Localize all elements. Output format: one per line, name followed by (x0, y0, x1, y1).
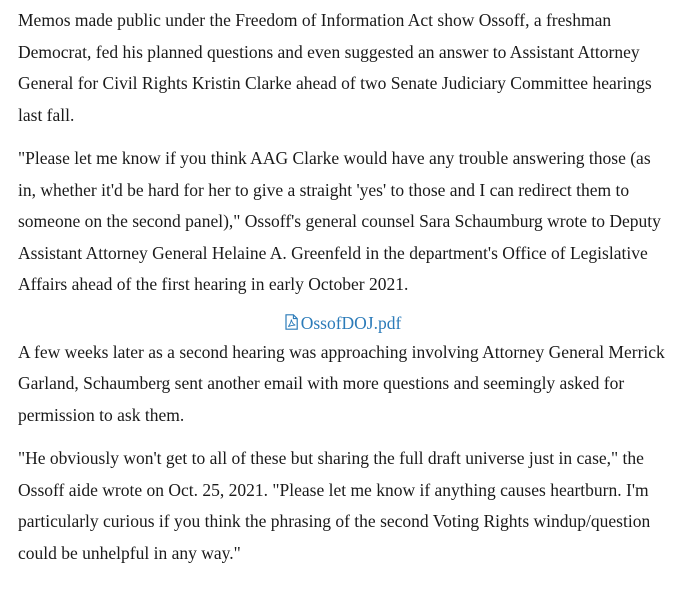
pdf-file-icon (285, 308, 301, 340)
article-paragraph: Memos made public under the Freedom of Information Act show Ossoff, a freshman Democrat, fed his planned questions and even suggested an answer to Assistant Attorney General for Civil Rights Kristin Clarke ahead of two Senate Judiciary Committee hearings last fall. (18, 10, 652, 125)
article-paragraph: "He obviously won't get to all of these but sharing the full draft universe just in case," the Ossoff aide wrote on Oct. 25, 2021. "Please let me know if anything causes heartburn. I'm particularly curious if you think the phrasing of the second Voting Rights windup/question could be unhelpful in any way." (18, 448, 651, 563)
pdf-attachment-link[interactable] (18, 307, 668, 341)
article-body (18, 5, 668, 581)
article-paragraph: A few weeks later as a second hearing was approaching involving Attorney General Merrick Garland, Schaumberg sent another email with more questions and seemingly asked for permission to ask them. (18, 341, 665, 425)
article-paragraph: "Please let me know if you think AAG Clarke would have any trouble answering those (as in, whether it'd be hard for her to give a straight 'yes' to those and I can redirect them to someone on the second panel)," Ossoff's general counsel Sara Schaumburg wrote to Deputy Assistant Attorney General Helaine A. Greenfeld in the department's Office of Legislative Affairs ahead of the first hearing in early October 2021. (18, 148, 661, 294)
attachment-filename: OssofDOJ.pdf (300, 312, 402, 333)
